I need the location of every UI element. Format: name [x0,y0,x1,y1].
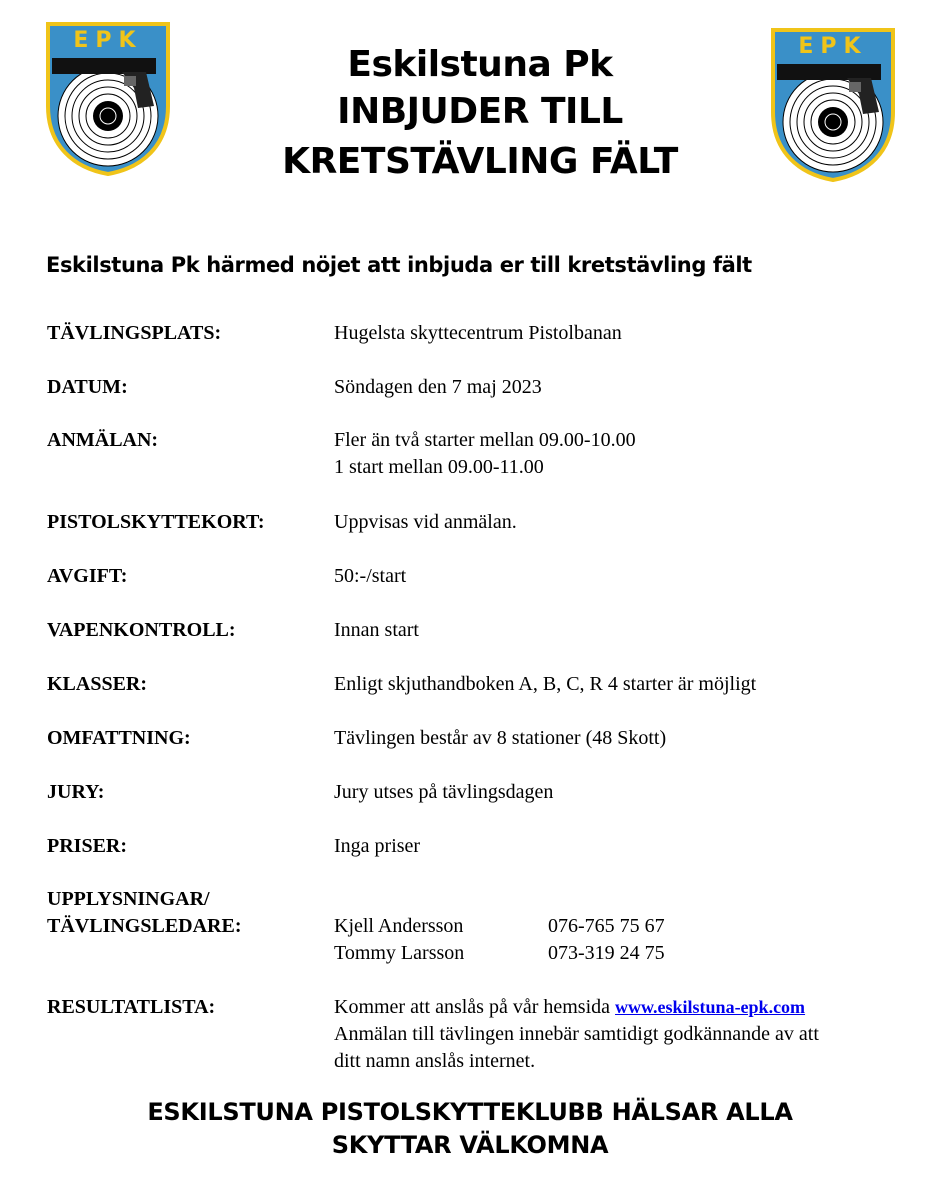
resultatlista-line-3: ditt namn anslås internet. [334,1050,536,1072]
value-vapenkontroll: Innan start [334,619,419,641]
contact-phone: 073-319 24 75 [548,942,665,964]
label-avgift: AVGIFT: [47,565,128,587]
epk-shield-icon [46,22,170,176]
label-datum: DATUM: [47,376,128,398]
invitation-subtitle: Eskilstuna Pk härmed nöjet att inbjuda er till kretstävling fält [46,253,752,277]
value-pistolskyttekort: Uppvisas vid anmälan. [334,511,517,533]
title-line-2: INBJUDER TILL [337,91,623,132]
label-vapenkontroll: VAPENKONTROLL: [47,619,236,641]
label-pistolskyttekort: PISTOLSKYTTEKORT: [47,511,265,533]
value-klasser: Enligt skjuthandboken A, B, C, R 4 starter är möjligt [334,673,757,695]
value-anmalan [334,427,924,481]
epk-logo-left [46,22,170,176]
label-anmalan: ANMÄLAN: [47,429,159,451]
title-line-1: Eskilstuna Pk [347,44,613,85]
label-jury: JURY: [47,781,105,803]
title-line-3: KRETSTÄVLING FÄLT [282,141,678,182]
label-upplysningar [47,886,241,940]
contact-row [334,913,924,940]
value-resultatlista [334,994,924,1075]
value-tavlingsplats: Hugelsta skyttecentrum Pistolbanan [334,322,622,344]
label-upplysningar-line-1: UPPLYSNINGAR/ [47,888,210,910]
anmalan-line-1: Fler än två starter mellan 09.00-10.00 [334,429,636,451]
contact-row [334,940,924,967]
label-priser: PRISER: [47,835,128,857]
footer-line-2: SKYTTAR VÄLKOMNA [331,1131,609,1159]
contact-phone: 076-765 75 67 [548,915,665,937]
label-resultatlista: RESULTATLISTA: [47,996,216,1018]
label-klasser: KLASSER: [47,673,148,695]
value-contacts [334,913,924,967]
value-avgift: 50:-/start [334,565,407,587]
resultatlista-line-2: Anmälan till tävlingen innebär samtidigt godkännande av att [334,1023,819,1045]
resultatlista-line-1: Kommer att anslås på vår hemsida [334,996,611,1018]
label-tavlingsplats: TÄVLINGSPLATS: [47,322,222,344]
contact-name: Kjell Andersson [334,915,464,937]
label-upplysningar-line-2: TÄVLINGSLEDARE: [47,915,242,937]
value-omfattning: Tävlingen består av 8 stationer (48 Skott) [334,727,667,749]
value-priser: Inga priser [334,835,421,857]
label-omfattning: OMFATTNING: [47,727,191,749]
svg-text:EPK: EPK [73,28,143,53]
anmalan-line-2: 1 start mellan 09.00-11.00 [334,456,544,478]
footer-line-1: ESKILSTUNA PISTOLSKYTTEKLUBB HÄLSAR ALLA [147,1098,793,1126]
value-datum: Söndagen den 7 maj 2023 [334,376,542,398]
value-jury: Jury utses på tävlingsdagen [334,781,554,803]
epk-shield-icon [771,28,895,182]
svg-text:EPK: EPK [798,34,868,59]
website-link[interactable]: www.eskilstuna-epk.com [615,997,806,1017]
epk-logo-right [771,28,895,182]
contact-name: Tommy Larsson [334,942,465,964]
